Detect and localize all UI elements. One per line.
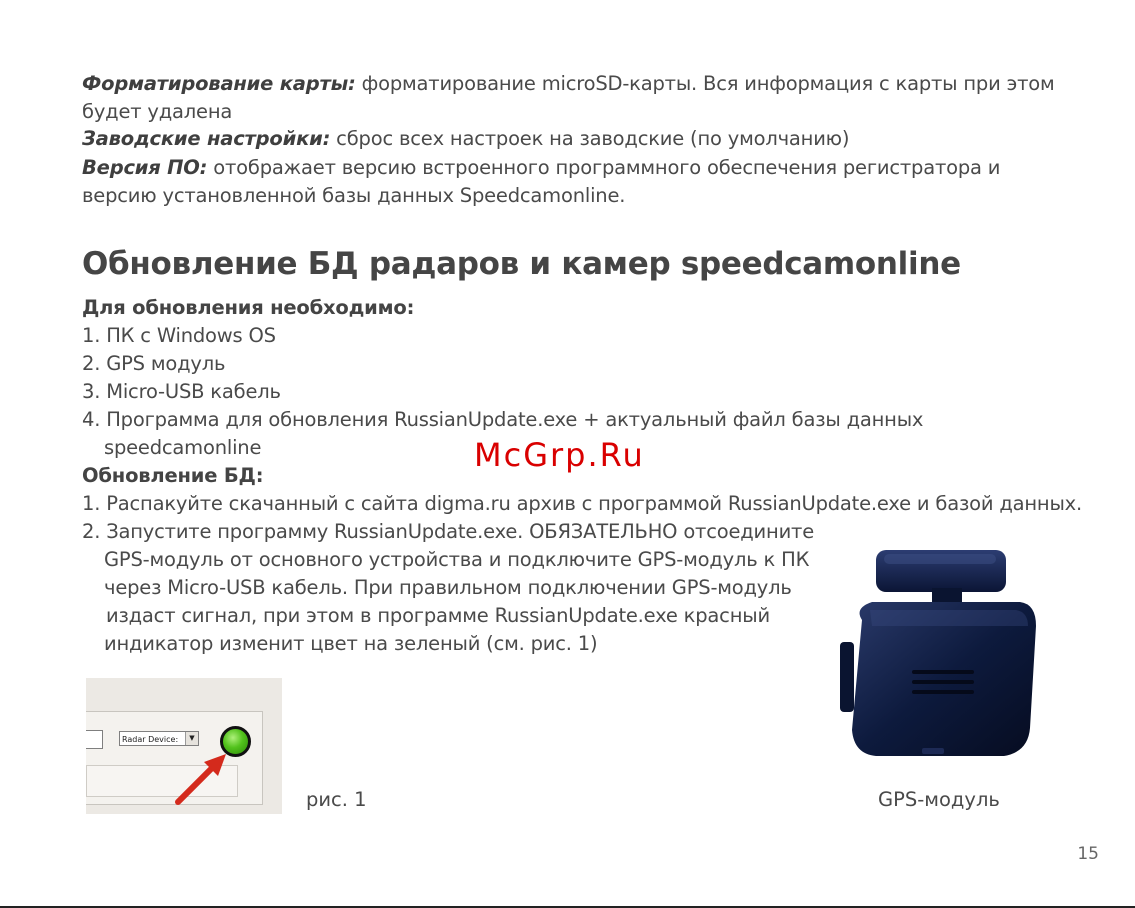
requirement-item: 1. ПК с Windows OS [82,324,276,347]
watermark: McGrp.Ru [474,436,645,474]
figure-1-caption: рис. 1 [306,788,367,811]
update-title: Обновление БД: [82,464,264,487]
page-number: 15 [1077,844,1099,864]
requirement-item: 3. Micro-USB кабель [82,380,281,403]
text-firmware-version: отображает версию встроенного программного обеспечения регистратора и [207,156,1001,179]
paragraph-format-card [82,70,1054,98]
requirement-item-cont: speedcamonline [104,436,262,459]
step-item-cont: GPS-модуль от основного устройства и подключите GPS-модуль к ПК [104,548,810,571]
step-item-cont: через Micro-USB кабель. При правильном подключении GPS-модуль [104,576,792,599]
text-format-card-cont: будет удалена [82,100,233,123]
text-format-card: форматирование microSD-карты. Вся информация с карты при этом [355,72,1055,95]
paragraph-format-card-cont [82,98,232,126]
term-firmware-version: Версия ПО: [82,156,208,179]
requirement-item: 4. Программа для обновления RussianUpdate.exe + актуальный файл базы данных [82,408,924,431]
step-item-cont: издаст сигнал, при этом в программе RussianUpdate.exe красный [106,604,770,627]
paragraph-factory-settings [82,125,849,153]
text-factory-settings: сброс всех настроек на заводские (по умолчанию) [330,127,850,150]
term-format-card: Форматирование карты: [82,72,356,95]
step-item-cont: индикатор изменит цвет на зеленый (см. рис. 1) [104,632,598,655]
paragraph-firmware-version-cont [82,182,625,210]
term-factory-settings: Заводские настройки: [82,127,331,150]
chevron-down-icon: ▼ [185,732,198,745]
section-heading: Обновление БД радаров и камер speedcamonline [82,246,961,282]
step-item: 2. Запустите программу RussianUpdate.exe. ОБЯЗАТЕЛЬНО отсоедините [82,520,814,543]
gps-module-caption: GPS-модуль [878,788,1000,811]
gps-module-image [832,530,1054,786]
radar-device-select-value: Radar Device: [122,735,179,744]
text-firmware-version-cont: версию установленной базы данных Speedcamonline. [82,184,626,207]
requirements-title: Для обновления необходимо: [82,296,415,319]
step-item: 1. Распакуйте скачанный с сайта digma.ru архив с программой RussianUpdate.exe и базой данных. [82,492,1082,515]
paragraph-firmware-version [82,154,1000,182]
figure-1-screenshot [86,678,282,814]
requirement-item: 2. GPS модуль [82,352,226,375]
red-arrow-icon [86,678,282,814]
